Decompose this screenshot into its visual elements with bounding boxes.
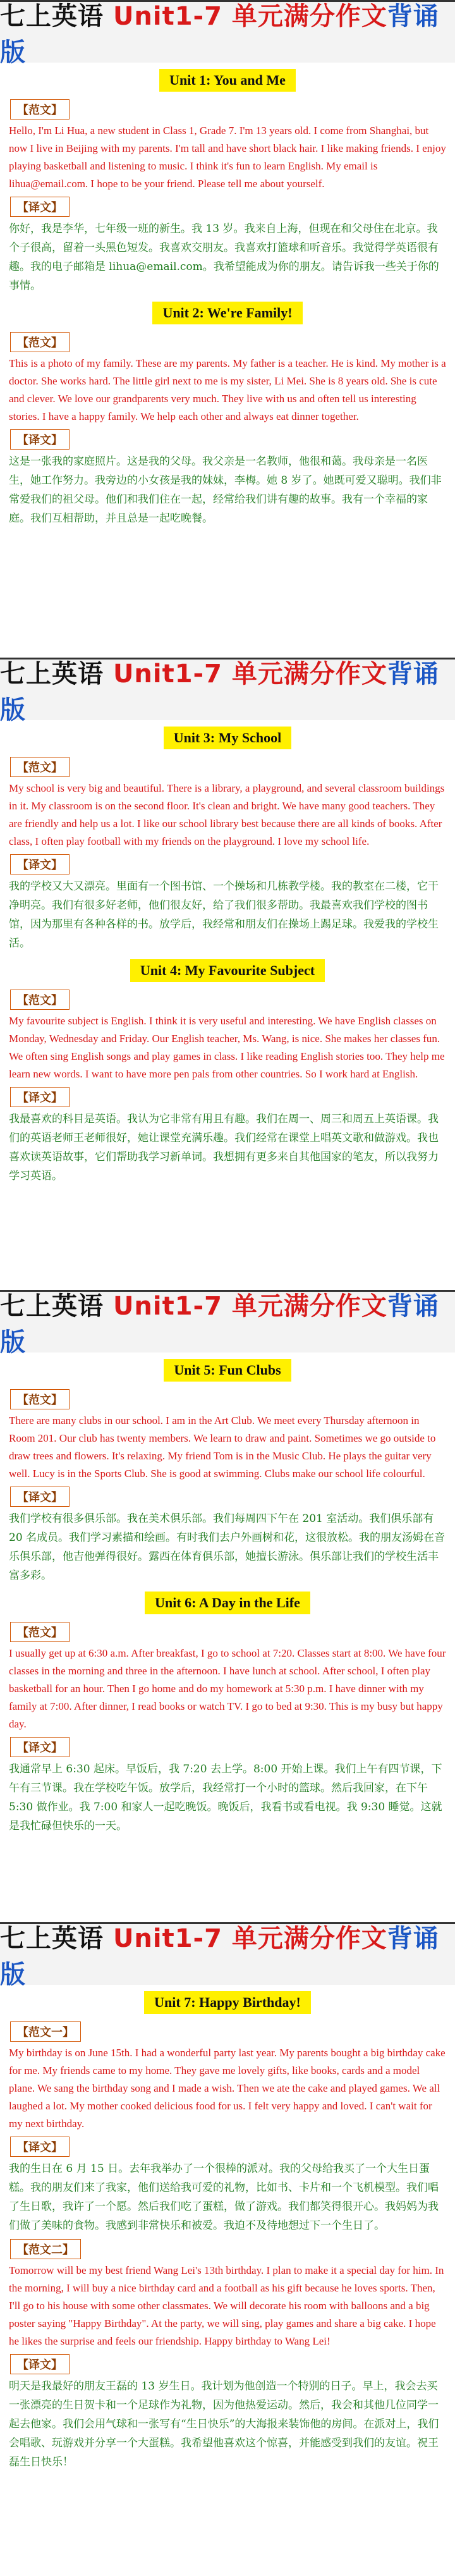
title-part2: Unit1-7 单元满分作文 (112, 2, 387, 31)
essay-english: There are many clubs in our school. I am in the Art Club. We meet every Thursday afternoon in Room 201. Our club has twenty members. We learn to draw and paint. Sometimes we go outside to draw trees and flowers. It's relaxing. My friend Tom is in the Music Club. He plays the guitar very well. Lucy is in the Sports Club. She is good at swimming. Clubs make our school life colourful. (9, 1414, 436, 1480)
unit-topic (0, 1592, 455, 1614)
sheet-header (0, 1290, 455, 1357)
essay-label: 【范文】 (10, 99, 70, 120)
title-part3: 背诵版 (0, 659, 439, 725)
unit-topic-label: Unit 3: My School (164, 727, 292, 749)
translation-label: 【译文】 (10, 429, 70, 450)
unit-topic (0, 1991, 455, 2014)
title-part1: 七上英语 (0, 2, 113, 31)
essay-english: This is a photo of my family. These are my parents. My father is a teacher. He is kind. My mother is a doctor. She works hard. The little girl next to me is my sister, Li Mei. She is 8 years old. She is cute and clever. We love our grandparents very much. They live with us and often tell us interesting stories. I have a happy family. We help each other and always eat dinner together. (9, 357, 446, 422)
page-title (0, 654, 455, 726)
title-part2: Unit1-7 单元满分作文 (112, 1924, 387, 1953)
essay-english: My birthday is on June 15th. I had a wonderful party last year. My parents bought a big birthday cake for me. My friends came to my home. They gave me lovely gifts, like books, cards and a model plane. We sang the birthday song and I made a wish. Then we ate the cake and played games. We all laughed a lot. My mother cooked delicious food for us. I felt very happy and loved. I can't wait for my next birthday. (9, 2047, 446, 2130)
unit-topic (0, 69, 455, 92)
essay-label: 【范文】 (10, 1622, 70, 1642)
essay-label: 【范文】 (10, 1389, 70, 1409)
page-title (0, 1918, 455, 1990)
sheet-header (0, 1922, 455, 1989)
unit-topic (0, 302, 455, 324)
essay-english: I usually get up at 6:30 a.m. After breakfast, I go to school at 7:20. Classes start at 8:00. We have four classes in the morning and three in the afternoon. I have lunch at school. After school, I often play basketball for an hour. Then I go home and do my homework at 5:30 p.m. I have dinner with my family at 7:00. After dinner, I read books or watch TV. I go to bed at 9:30. This is my busy but happy day. (9, 1647, 446, 1730)
essay-chinese: 我们学校有很多俱乐部。我在美术俱乐部。我们每周四下午在 201 室活动。我们俱乐部有 20 名成员。我们学习素描和绘画。有时我们去户外画树和花，这很放松。我的朋友汤姆在音乐俱乐部，他吉他弹得很好。露西在体育俱乐部，她擅长游泳。俱乐部让我们的学校生活丰富多彩。 (9, 1512, 446, 1582)
translation-label: 【译文】 (10, 1737, 70, 1757)
page-title (0, 0, 455, 68)
translation-label: 【译文】 (10, 1087, 70, 1107)
title-part1: 七上英语 (0, 659, 113, 689)
essay-english: My favourite subject is English. I think it is very useful and interesting. We have English classes on Monday, Wednesday and Friday. Our English teacher, Ms. Wang, is nice. She makes her classes fun. We often sing English songs and play games in class. I like reading English stories too. They help me learn new words. I want to have more pen pals from other countries. So I work hard at English. (9, 1015, 445, 1080)
sheet-header (0, 0, 455, 67)
essay-chinese: 明天是我最好的朋友王磊的 13 岁生日。我计划为他创造一个特别的日子。早上，我会去买一张漂亮的生日贺卡和一个足球作为礼物，因为他热爱运动。然后，我会和其他几位同学一起去他家。我们会用气球和一张写有“生日快乐”的大海报来装饰他的房间。在派对上，我们会唱歌、玩游戏并分享一个大蛋糕。我希望他喜欢这个惊喜，并能感受到我们的友谊。祝王磊生日快乐！ (9, 2380, 439, 2469)
sheet-2 (0, 658, 455, 1186)
sheet-header (0, 658, 455, 725)
title-part3: 背诵版 (0, 1924, 439, 1989)
unit-topic (0, 727, 455, 749)
essay-chinese: 我的生日在 6 月 15 日。去年我举办了一个很棒的派对。我的父母给我买了一个大生日蛋糕。我的朋友们来了我家，他们送给我可爱的礼物，比如书、卡片和一个飞机模型。我们唱了生日歌，我许了一个愿。然后我们吃了蛋糕，做了游戏。我们都笑得很开心。我妈妈为我们做了美味的食物。我感到非常快乐和被爱。我迫不及待地想过下一个生日了。 (9, 2162, 439, 2232)
title-part2: Unit1-7 单元满分作文 (112, 659, 387, 689)
translation-label: 【译文】 (10, 2354, 70, 2374)
translation-label: 【译文】 (10, 2137, 70, 2157)
unit-topic-label: Unit 1: You and Me (159, 69, 296, 92)
translation-label: 【译文】 (10, 1487, 70, 1507)
title-part1: 七上英语 (0, 1924, 113, 1953)
essay-english: Tomorrow will be my best friend Wang Lei's 13th birthday. I plan to make it a special day for him. In the morning, I will buy a nice birthday card and a football as his gift because he loves sports. Then, I'll go to his house with some other classmates. We will decorate his room with balloons and a big poster saying "Happy Birthday". At the party, we will sing, play games and share a big cake. I hope he likes the surprise and feels our friendship. Happy birthday to Wang Lei! (9, 2264, 444, 2347)
unit-topic-label: Unit 4: My Favourite Subject (130, 959, 325, 982)
unit-topic-label: Unit 7: Happy Birthday! (144, 1991, 311, 2014)
essay-label: 【范文】 (10, 332, 70, 352)
unit-topic-label: Unit 5: Fun Clubs (164, 1359, 291, 1382)
unit-topic (0, 1359, 455, 1382)
essay-chinese: 这是一张我的家庭照片。这是我的父母。我父亲是一名教师，他很和蔼。我母亲是一名医生，她工作努力。我旁边的小女孩是我的妹妹，李梅。她 8 岁了。她既可爱又聪明。我们非常爱我们的祖父母。他们和我们住在一起，经常给我们讲有趣的故事。我有一个幸福的家庭。我们互相帮助，并且总是一起吃晚餐。 (9, 455, 442, 525)
title-part2: Unit1-7 单元满分作文 (112, 1292, 387, 1321)
unit-topic-label: Unit 2: We're Family! (152, 302, 302, 324)
title-part3: 背诵版 (0, 1292, 439, 1357)
essay-label: 【范文】 (10, 757, 70, 777)
essay-chinese: 你好，我是李华，七年级一班的新生。我 13 岁。我来自上海，但现在和父母住在北京。我个子很高，留着一头黑色短发。我喜欢交朋友。我喜欢打篮球和听音乐。我觉得学英语很有趣。我的电子邮箱是 lihua@email.com。我希望能成为你的朋友。请告诉我一些关于你的事情。 (9, 223, 439, 292)
essay-english: Hello, I'm Li Hua, a new student in Class 1, Grade 7. I'm 13 years old. I come from Shanghai, but now I live in Beijing with my parents. I'm tall and have short black hair. I like making friends. I enjoy playing basketball and listening to music. I think it's fun to learn English. My email is lihua@email.com. I hope to be your friend. Please tell me about yourself. (9, 125, 446, 190)
title-part1: 七上英语 (0, 1292, 113, 1321)
essay2-label: 【范文二】 (10, 2239, 81, 2259)
essay-english: My school is very big and beautiful. There is a library, a playground, and several classroom buildings in it. My classroom is on the second floor. It's clean and bright. We have many good teachers. They are friendly and help us a lot. I like our school library best because there are all kinds of books. After class, I often play football with my friends on the playground. I love my school life. (9, 782, 445, 847)
title-part3: 背诵版 (0, 2, 439, 67)
essay-label: 【范文】 (10, 990, 70, 1010)
essay1-label: 【范文一】 (10, 2021, 81, 2042)
page-title (0, 1286, 455, 1358)
sheet-1 (0, 0, 455, 528)
essay-chinese: 我通常早上 6:30 起床。早饭后，我 7:20 去上学。8:00 开始上课。我们上午有四节课，下午有三节课。我在学校吃午饭。放学后，我经常打一个小时的篮球。然后我回家，在下午 5:30 做作业。我 7:00 和家人一起吃晚饭。晚饭后，我看书或看电视。我 9:30 睡觉。这就是我忙碌但快乐的一天。 (9, 1763, 442, 1832)
unit-topic-label: Unit 6: A Day in the Life (145, 1592, 310, 1614)
essay-chinese: 我的学校又大又漂亮。里面有一个图书馆、一个操场和几栋教学楼。我的教室在二楼，它干净明亮。我们有很多好老师，他们很友好，给了我们很多帮助。我最喜欢我们学校的图书馆，因为那里有各种各样的书。放学后，我经常和朋友们在操场上踢足球。我爱我的学校生活。 (9, 880, 439, 950)
sheet-3 (0, 1290, 455, 1836)
translation-label: 【译文】 (10, 197, 70, 217)
unit-topic (0, 959, 455, 982)
essay-chinese: 我最喜欢的科目是英语。我认为它非常有用且有趣。我们在周一、周三和周五上英语课。我们的英语老师王老师很好，她让课堂充满乐趣。我们经常在课堂上唱英文歌和做游戏。我也喜欢读英语故事，它们帮助我学习新单词。我想拥有更多来自其他国家的笔友，所以我努力学习英语。 (9, 1113, 439, 1182)
translation-label: 【译文】 (10, 854, 70, 874)
sheet-4 (0, 1922, 455, 2472)
